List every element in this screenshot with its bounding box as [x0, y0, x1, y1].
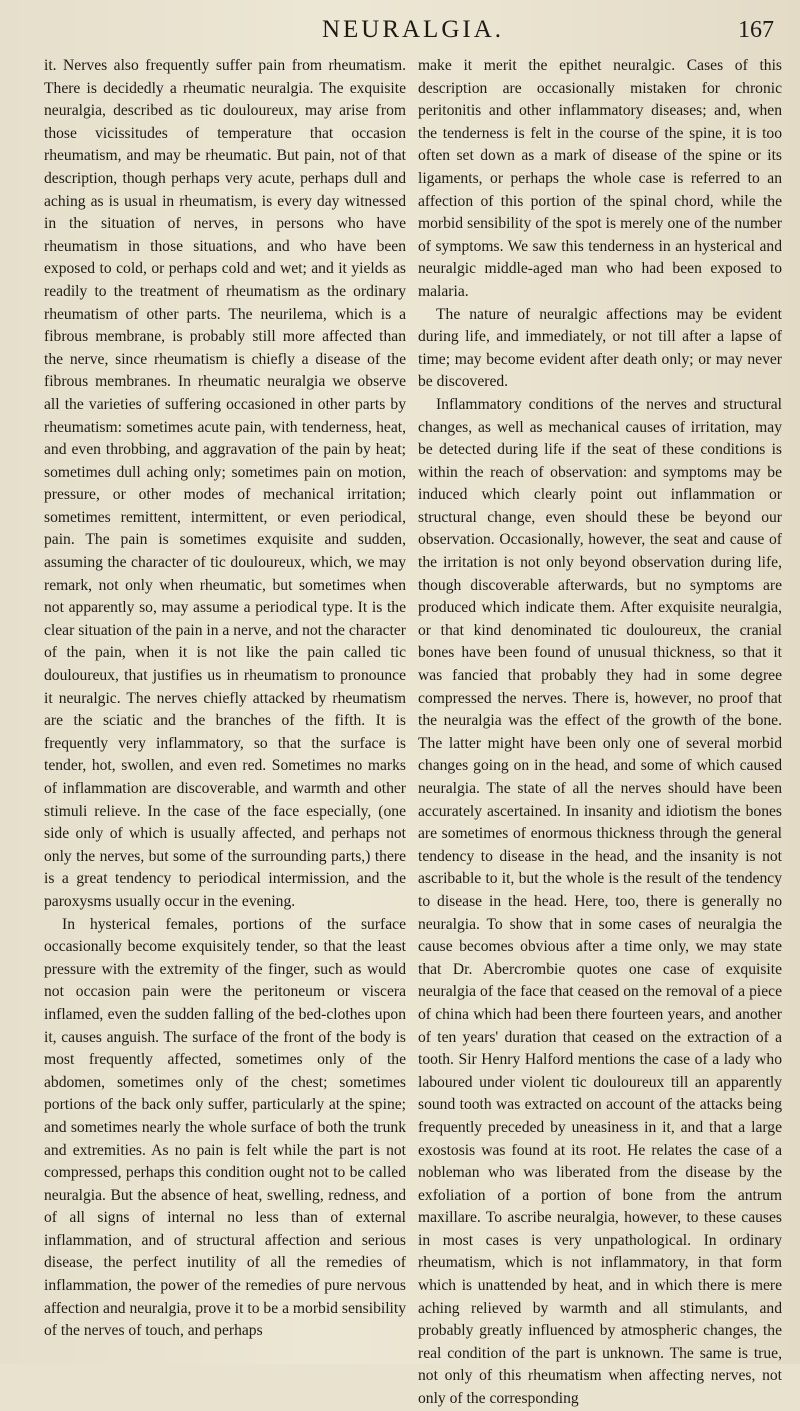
left-column: [44, 55, 406, 1343]
running-head: [44, 10, 782, 50]
running-title: NEURALGIA.: [321, 16, 505, 43]
right-column: [418, 55, 782, 1411]
page-number: 167: [738, 17, 774, 43]
paragraph-inflammatory-conditions: Inflammatory conditions of the nerves and structural changes, as well as mechanical causes of irritation, may be detected during life if the seat of these conditions is within the reach of observation: and symptoms may be induced which clearly point out inflammation or structural change, even should these be beyond our observation. Occasionally, however, the seat and cause of the irritation is not only beyond observation during life, though discoverable afterwards, but no symptoms are produced which indicate them. After exquisite neuralgia, or that kind denominated tic douloureux, the cranial bones have been found of unusual thickness, so that it was fancied that probably they had in some degree compressed the nerves. There is, however, no proof that the neuralgia was the effect of the growth of the bone. The latter might have been only one of several morbid changes going on in the head, and some of which caused neuralgia. The state of all the nerves should have been accurately ascertained. In insanity and idiotism the bones are sometimes of enormous thickness through the general tendency to disease in the head, and the insanity is not ascribable to it, but the whole is the result of the tendency to disease in the head. Here, too, there is generally no neuralgia. To show that in some cases of neuralgia the cause becomes obvious after a time only, we may state that Dr. Abercrombie quotes one case of exquisite neuralgia of the face that ceased on the removal of a piece of china which had been there fourteen years, and another of ten years' duration that ceased on the extraction of a tooth. Sir Henry Halford mentions the case of a lady who laboured under violent tic douloureux till an apparently sound tooth was extracted on account of the attacks being frequently preceded by uneasiness in it, and that a large exostosis was found at its root. He relates the case of a nobleman who was liberated from the disease by the exfoliation of a portion of bone from the antrum maxillare. To ascribe neuralgia, however, to these causes in most cases is very unpathological. In ordinary rheumatism, which is not inflammatory, in that form which is unattended by heat, and in which there is mere aching relieved by warmth and all stimulants, and probably greatly influenced by atmospheric changes, the real condition of the part is unknown. The same is true, not only of this rheumatism when affecting nerves, not only of the corresponding: [418, 395, 782, 1408]
paragraph-neuralgic-epithet: make it merit the epithet neuralgic. Cases of this description are occasionally mistaken for chronic peritonitis and other inflammatory diseases; and, when the tenderness is felt in the course of the spine, it is too often set down as a mark of disease of the spine or its ligaments, or perhaps the whole case is referred to an affection of this portion of the spinal chord, while the morbid sensibility of the spot is merely one of the number of symptoms. We saw this tenderness in an hysterical and neuralgic middle-aged man who had been exposed to malaria.: [418, 57, 782, 300]
paragraph-hysterical-tenderness: In hysterical females, portions of the surface occasionally become exquisitely tender, so that the least pressure with the extremity of the finger, such as would not occasion pain were the peritoneum or viscera inflamed, even the sudden falling of the bed-clothes upon it, causes anguish. The surface of the front of the body is most frequently affected, sometimes only of the abdomen, sometimes only of the chest; sometimes portions of the back only suffer, particularly at the spine; and sometimes nearly the whole surface of both the trunk and extremities. As no pain is felt while the part is not compressed, perhaps this condition ought not to be called neuralgia. But the absence of heat, swelling, redness, and of all signs of internal no less than of external inflammation, and of structural affection and serious disease, the perfect inutility of all the remedies of inflammation, the power of the remedies of pure nervous affection and neuralgia, prove it to be a morbid sensibility of the nerves of touch, and perhaps: [44, 915, 406, 1340]
paragraph-nature-of-affections: The nature of neuralgic affections may be evident during life, and immediately, or not till after a lapse of time; may become evident after death only; or may never be discovered.: [418, 305, 782, 391]
paragraph-rheumatic-neuralgia: it. Nerves also frequently suffer pain from rheumatism. There is decidedly a rheumatic neuralgia. The exquisite neuralgia, described as tic douloureux, may arise from those vicissitudes of temperature that occasion rheumatism, and may be rheumatic. But pain, not of that description, though perhaps very acute, perhaps dull and aching as is usual in rheumatism, is every day witnessed in the situation of nerves, in persons who have rheumatism in those situations, and who have been exposed to cold, or perhaps cold and wet; and it yields as readily to the treatment of rheumatism as the ordinary rheumatism of other parts. The neurilema, which is a fibrous membrane, is probably still more affected than the nerve, since rheumatism is chiefly a disease of the fibrous membranes. In rheumatic neuralgia we observe all the varieties of suffering occasioned in other parts by rheumatism: sometimes acute pain, with tenderness, heat, and even throbbing, and aggravation of the pain by heat; sometimes dull aching only; sometimes pain on motion, pressure, or other modes of mechanical irritation; sometimes remittent, intermittent, or even periodical, pain. The pain is sometimes exquisite and sudden, assuming the character of tic douloureux, which, we may remark, not only when rheumatic, but sometimes when not apparently so, may assume a periodical type. It is the clear situation of the pain in a nerve, and not the character of the pain, when it is not like the pain called tic douloureux, that justifies us in rheumatism to pronounce it neuralgic. The nerves chiefly attacked by rheumatism are the sciatic and the branches of the fifth. It is frequently very inflammatory, so that the surface is tender, hot, swollen, and even red. Sometimes no marks of inflammation are discoverable, and warmth and other stimuli relieve. In the case of the face especially, (one side only of which is usually affected, and perhaps not only the nerves, but some of the surrounding parts,) there is a great tendency to periodical intermission, and the paroxysms usually occur in the evening.: [44, 57, 406, 910]
